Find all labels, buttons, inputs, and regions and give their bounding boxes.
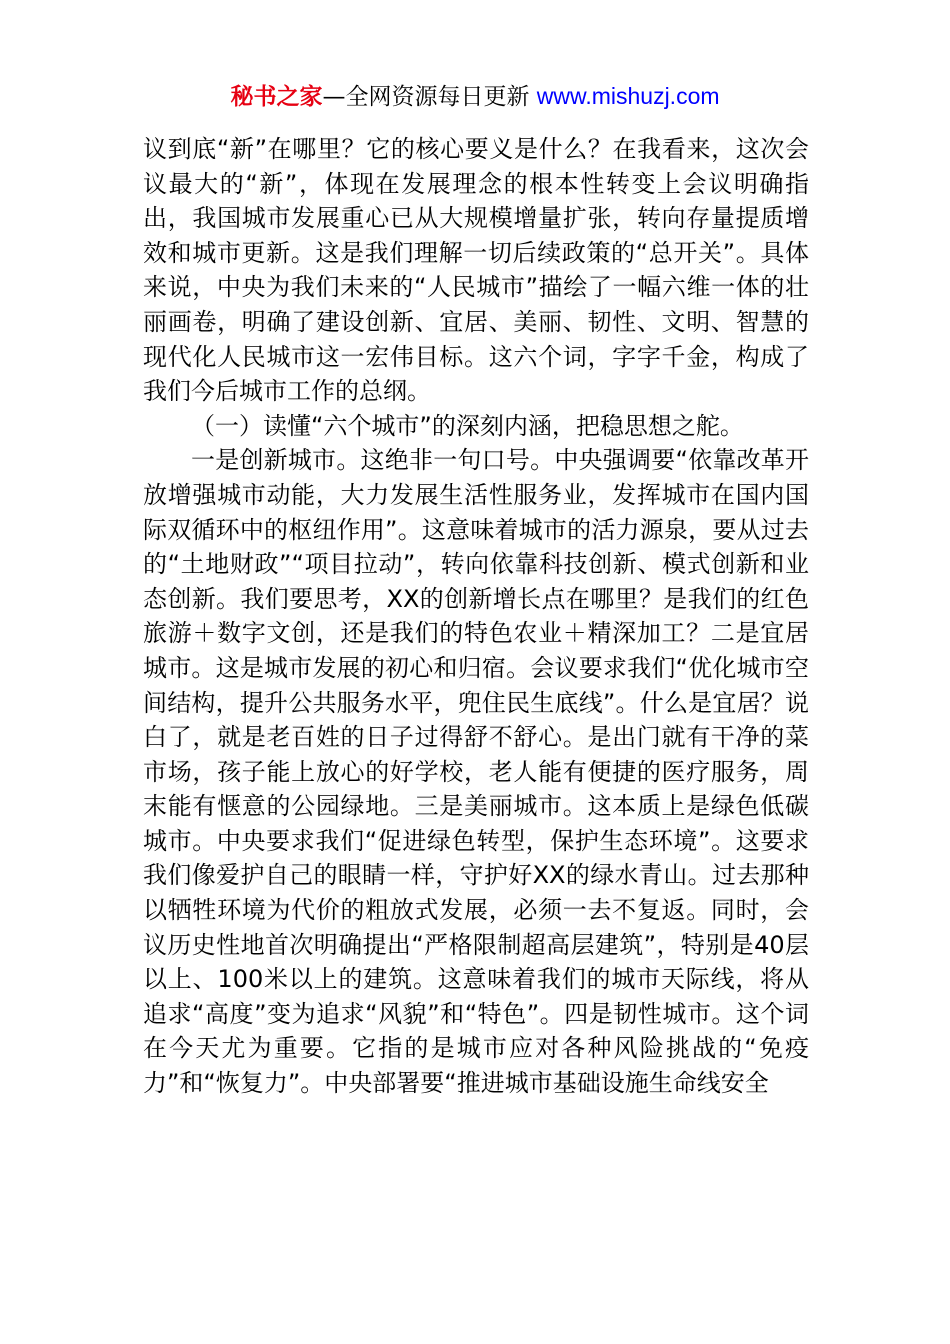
paragraph: 议到底“新”在哪里？它的核心要义是什么？在我看来，这次会议最大的“新”，体现在发展理念的根本性转变上会议明确指出，我国城市发展重心已从大规模增量扩张，转向存量提质增效和城市更新。这是我们理解一切后续政策的“总开关”。具体来说，中央为我们未来的“人民城市”描绘了一幅六维一体的壮丽画卷，明确了建设创新、宜居、美丽、韧性、文明、智慧的现代化人民城市这一宏伟目标。这六个词，字字千金，构成了我们今后城市工作的总纲。 [143,135,809,406]
brand-name: 秘书之家 [230,84,323,110]
site-header [0,80,950,113]
document-body [143,132,809,1101]
paragraph: 一是创新城市。这绝非一句口号。中央强调要“依靠改革开放增强城市动能，大力发展生活性服务业，发挥城市在国内国际双循环中的枢纽作用”。这意味着城市的活力源泉，要从过去的“土地财政”“项目拉动”，转向依靠科技创新、模式创新和业态创新。我们要思考，XX的创新增长点在哪里？是我们的红色旅游＋数字文创，还是我们的特色农业＋精深加工？二是宜居城市。这是城市发展的初心和归宿。会议要求我们“优化城市空间结构，提升公共服务水平，兜住民生底线”。什么是宜居？说白了，就是老百姓的日子过得舒不舒心。是出门就有干净的菜市场，孩子能上放心的好学校，老人能有便捷的医疗服务，周末能有惬意的公园绿地。三是美丽城市。这本质上是绿色低碳城市。中央要求我们“促进绿色转型，保护生态环境”。这要求我们像爱护自己的眼睛一样，守护好XX的绿水青山。过去那种以牺牲环境为代价的粗放式发展，必须一去不复返。同时，会议历史性地首次明确提出“严格限制超高层建筑”，特别是40层以上、100米以上的建筑。这意味着我们的城市天际线，将从追求“高度”变为追求“风貌”和“特色”。四是韧性城市。这个词在今天尤为重要。它指的是城市应对各种风险挑战的“免疫力”和“恢复力”。中央部署要“推进城市基础设施生命线安全 [143,446,809,1098]
site-url-link[interactable]: www.mishuzj.com [536,83,720,109]
section-heading: （一）读懂“六个城市”的深刻内涵，把稳思想之舵。 [191,411,744,440]
header-tagline: —全网资源每日更新 [322,84,530,110]
